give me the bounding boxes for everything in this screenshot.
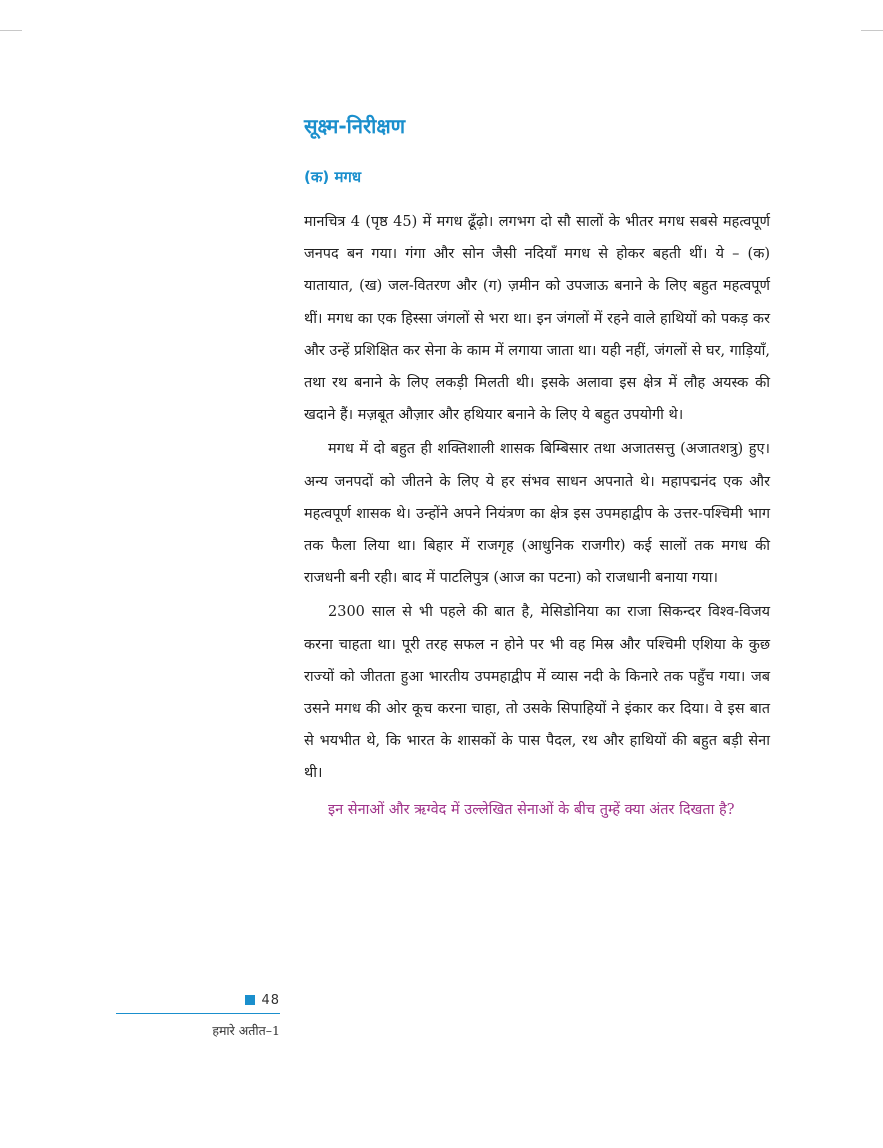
subheading: (क) मगध [304,168,362,186]
footer-rule [116,1013,280,1014]
crop-mark-left [0,30,22,31]
page-content [304,110,770,840]
paragraph-2: मगध में दो बहुत ही शक्तिशाली शासक बिम्बिसार तथा अजातसत्तु (अजातशत्रु) हुए। अन्य जनपदों को जीतने के लिए ये हर संभव साधन अपनाते थे। महापद्मनंद एक और महत्वपूर्ण शासक थे। उन्होंने अपने नियंत्रण का क्षेत्र इस उपमहाद्वीप के उत्तर-पश्चिमी भाग तक फैला लिया था। बिहार में राजगृह (आधुनिक राजगीर) कई सालों तक मगध की राजधनी बनी रही। बाद में पाटलिपुत्र (आज का पटना) को राजधानी बनाया गया। [304,441,770,587]
section-title: सूक्ष्म-निरीक्षण [304,114,406,138]
page-number: 48 [261,992,280,1008]
page-number-row [116,992,280,1008]
crop-mark-right [861,30,883,31]
paragraph-1: मानचित्र 4 (पृष्ठ 45) में मगध ढूँढ़ो। लगभग दो सौ सालों के भीतर मगध सबसे महत्वपूर्ण जनपद बन गया। गंगा और सोन जैसी नदियाँ मगध से होकर बहती थीं। ये – (क) यातायात, (ख) जल-वितरण और (ग) ज़मीन को उपजाऊ बनाने के लिए बहुत महत्वपूर्ण थीं। मगध का एक हिस्सा जंगलों से भरा था। इन जंगलों में रहने वाले हाथियों को पकड़ कर और उन्हें प्रशिक्षित कर सेना के काम में लगाया जाता था। यही नहीं, जंगलों से घर, गाड़ियाँ, तथा रथ बनाने के लिए लकड़ी मिलती थी। इसके अलावा इस क्षेत्र में लौह अयस्क की खदाने हैं। मज़बूत औज़ार और हथियार बनाने के लिए ये बहुत उपयोगी थे। [304,214,770,424]
book-title: हमारे अतीत–1 [212,1023,280,1038]
paragraph-3: 2300 साल से भी पहले की बात है, मेसिडोनिया का राजा सिकन्दर विश्व-विजय करना चाहता था। पूरी तरह सफल न होने पर भी वह मिस्र और पश्चिमी एशिया के कुछ राज्यों को जीतता हुआ भारतीय उपमहाद्वीप में व्यास नदी के किनारे तक पहुँच गया। जब उसने मगध की ओर कूच करना चाहा, तो उसके सिपाहियों ने इंकार कर दिया। वे इस बात से भयभीत थे, कि भारत के शासकों के पास पैदल, रथ और हाथियों की बहुत बड़ी सेना थी। [304,604,770,782]
square-bullet-icon [245,995,255,1005]
page-footer [116,992,280,1039]
question-text: इन सेनाओं और ऋग्वेद में उल्लेखित सेनाओं के बीच तुम्हें क्या अंतर दिखता है? [328,801,735,818]
